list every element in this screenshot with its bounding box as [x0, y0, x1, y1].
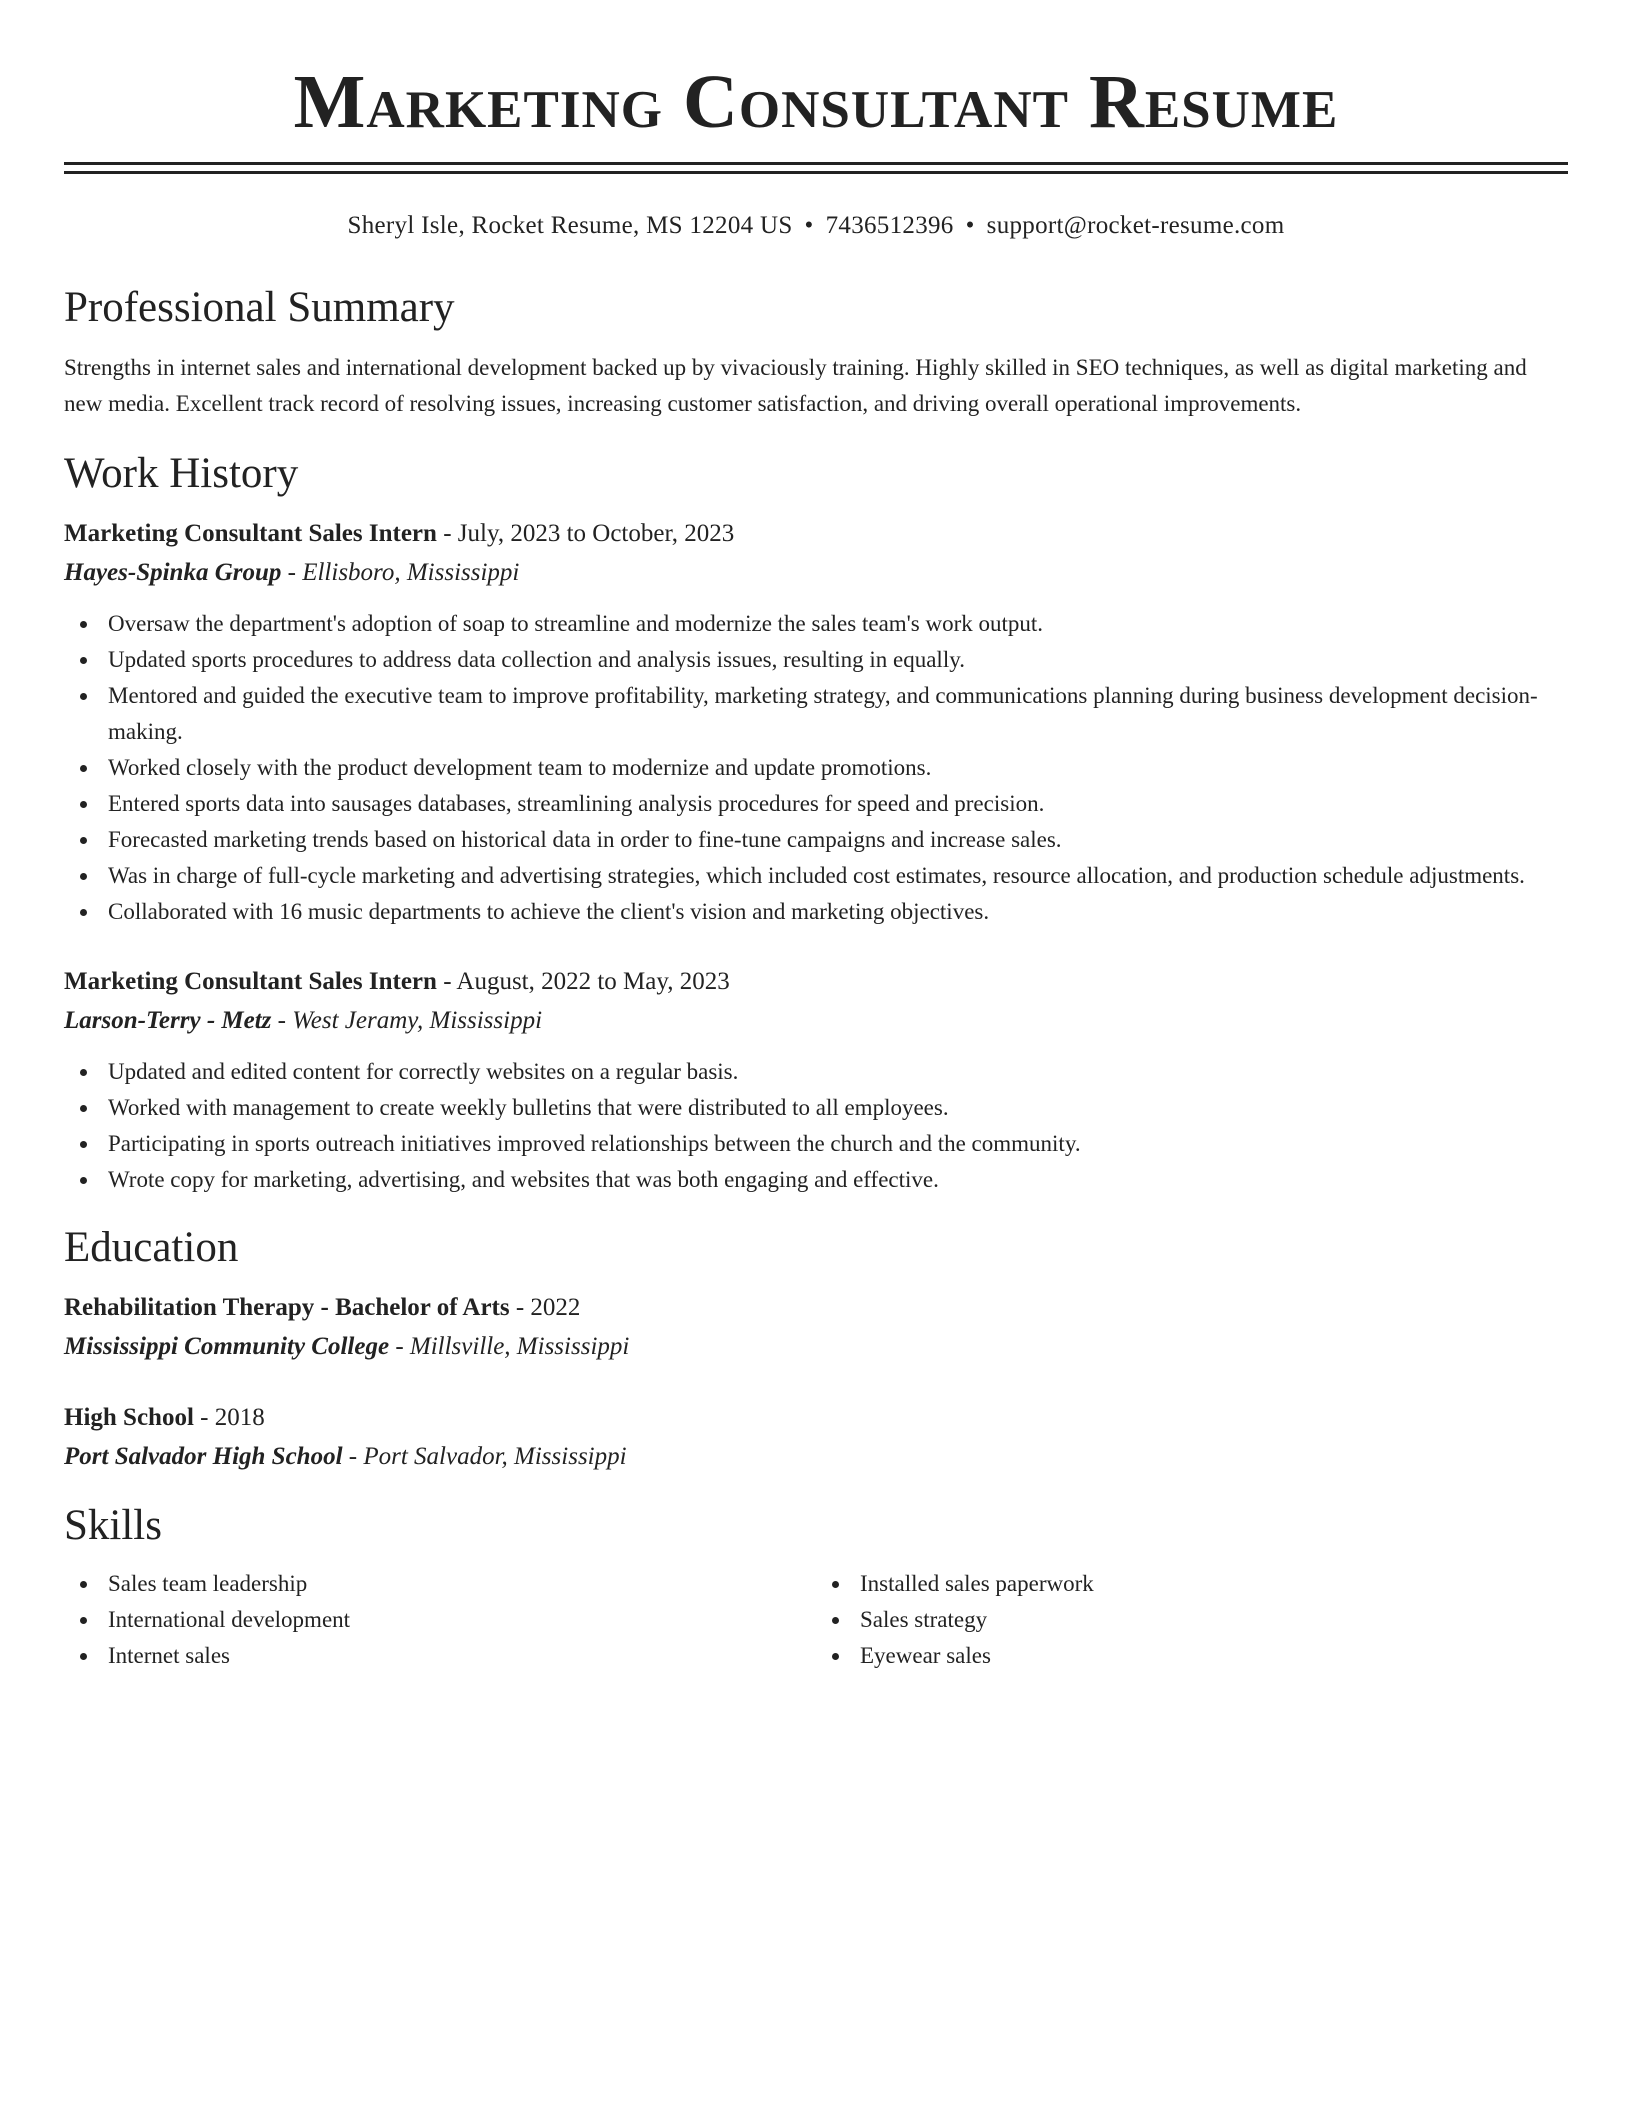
job-duties-list: [64, 1054, 1568, 1198]
job-header: [64, 962, 1568, 1001]
list-item-text: Updated and edited content for correctly websites on a regular basis.: [108, 1059, 739, 1084]
list-item: [64, 822, 1568, 858]
list-item: [64, 1126, 1568, 1162]
list-item: [64, 750, 1568, 786]
list-item-text: Was in charge of full-cycle marketing and advertising strategies, which included cost estimates, resource allocation, and production schedule adjustments.: [108, 863, 1525, 888]
education-year: - 2018: [193, 1404, 265, 1431]
list-item: [64, 786, 1568, 822]
list-item: [64, 1638, 816, 1674]
list-item: [816, 1638, 1568, 1674]
bullet-icon: [80, 1581, 87, 1588]
bullet-icon: [80, 1653, 87, 1660]
job-company: Larson-Terry - Metz: [64, 1007, 272, 1034]
job-duties-list: [64, 606, 1568, 930]
skill-text: International development: [108, 1607, 351, 1632]
list-item-text: Entered sports data into sausages databases, streamlining analysis procedures for speed and precision.: [108, 791, 1045, 816]
education-section: [64, 1222, 1568, 1476]
professional-summary-section: [64, 282, 1568, 422]
job-employer-line: [64, 1001, 1568, 1040]
skills-list-left: [64, 1566, 816, 1674]
job-dates: - August, 2022 to May, 2023: [436, 968, 730, 995]
list-item: [64, 1162, 1568, 1198]
list-item: [64, 1566, 816, 1602]
skill-text: Installed sales paperwork: [860, 1571, 1094, 1596]
skill-text: Internet sales: [108, 1643, 230, 1668]
list-item-text: Collaborated with 16 music departments to achieve the client's vision and marketing objectives.: [108, 899, 990, 924]
bullet-icon: [80, 873, 87, 880]
job-entry: [64, 962, 1568, 1198]
contact-phone: 7436512396: [825, 212, 954, 239]
job-company: Hayes-Spinka Group: [64, 559, 282, 586]
education-entry: [64, 1398, 1568, 1476]
contact-email: support@rocket-resume.com: [986, 212, 1285, 239]
section-heading-education: Education: [64, 1224, 239, 1271]
list-item-text: Worked closely with the product development team to modernize and update promotions.: [108, 755, 932, 780]
bullet-icon: [80, 1177, 87, 1184]
list-item: [64, 678, 1568, 750]
bullet-icon: [80, 1069, 87, 1076]
bullet-icon: [832, 1617, 839, 1624]
education-school-line: [64, 1437, 1568, 1476]
education-school-line: [64, 1327, 1568, 1366]
list-item: [64, 1602, 816, 1638]
list-item: [64, 1054, 1568, 1090]
list-item: [64, 642, 1568, 678]
list-item: [64, 894, 1568, 930]
skills-grid: [64, 1566, 1568, 1674]
list-item: [816, 1566, 1568, 1602]
summary-text: Strengths in internet sales and international development backed up by vivaciously training. Highly skilled in SEO techniques, as well as digital marketing and new media. Excellent track record of resolving issues, increasing customer satisfaction, and driving overall operational improvements.: [64, 355, 1527, 416]
education-header: [64, 1398, 1568, 1437]
contact-address: Sheryl Isle, Rocket Resume, MS 12204 US: [347, 212, 793, 239]
education-school: Mississippi Community College: [64, 1333, 390, 1360]
skill-text: Sales team leadership: [108, 1571, 308, 1596]
skill-text: Eyewear sales: [860, 1643, 991, 1668]
education-location: - Millsville, Mississippi: [389, 1333, 630, 1360]
job-location: - West Jeramy, Mississippi: [271, 1007, 543, 1034]
skills-list-right: [816, 1566, 1568, 1674]
contact-separator: •: [804, 212, 814, 239]
list-item: [64, 1090, 1568, 1126]
contact-line: [64, 210, 1568, 242]
education-degree: High School: [64, 1404, 194, 1431]
bullet-icon: [832, 1581, 839, 1588]
job-location: - Ellisboro, Mississippi: [281, 559, 520, 586]
job-header: [64, 514, 1568, 553]
bullet-icon: [80, 765, 87, 772]
list-item-text: Oversaw the department's adoption of soap to streamline and modernize the sales team's work output.: [108, 611, 1044, 636]
list-item-text: Worked with management to create weekly bulletins that were distributed to all employees.: [108, 1095, 949, 1120]
education-location: - Port Salvador, Mississippi: [342, 1443, 627, 1470]
bullet-icon: [80, 657, 87, 664]
job-employer-line: [64, 553, 1568, 592]
skill-text: Sales strategy: [860, 1607, 988, 1632]
bullet-icon: [80, 621, 87, 628]
list-item-text: Forecasted marketing trends based on historical data in order to fine-tune campaigns and increase sales.: [108, 827, 1062, 852]
list-item: [816, 1602, 1568, 1638]
job-title: Marketing Consultant Sales Intern: [64, 520, 437, 547]
skills-section: [64, 1500, 1568, 1674]
list-item-text: Updated sports procedures to address data collection and analysis issues, resulting in equally.: [108, 647, 965, 672]
bullet-icon: [80, 801, 87, 808]
job-entry: [64, 514, 1568, 930]
section-heading-summary: Professional Summary: [64, 284, 455, 331]
job-dates: - July, 2023 to October, 2023: [436, 520, 735, 547]
section-heading-skills: Skills: [64, 1502, 162, 1549]
title-divider-top: [64, 162, 1568, 165]
education-degree: Rehabilitation Therapy - Bachelor of Arts: [64, 1294, 510, 1321]
education-header: [64, 1288, 1568, 1327]
bullet-icon: [80, 1141, 87, 1148]
list-item: [64, 606, 1568, 642]
bullet-icon: [80, 693, 87, 700]
bullet-icon: [80, 909, 87, 916]
education-year: - 2022: [509, 1294, 581, 1321]
job-title: Marketing Consultant Sales Intern: [64, 968, 437, 995]
contact-separator: •: [965, 212, 975, 239]
list-item: [64, 858, 1568, 894]
education-school: Port Salvador High School: [64, 1443, 343, 1470]
work-history-section: [64, 448, 1568, 1198]
bullet-icon: [80, 1105, 87, 1112]
education-entry: [64, 1288, 1568, 1366]
list-item-text: Participating in sports outreach initiatives improved relationships between the church and the community.: [108, 1131, 1081, 1156]
section-heading-work-history: Work History: [64, 450, 299, 497]
list-item-text: Mentored and guided the executive team to improve profitability, marketing strategy, and communications planning during business development decision-making.: [108, 683, 1538, 744]
list-item-text: Wrote copy for marketing, advertising, and websites that was both engaging and effective.: [108, 1167, 939, 1192]
bullet-icon: [832, 1653, 839, 1660]
bullet-icon: [80, 1617, 87, 1624]
resume-title: Marketing Consultant Resume: [293, 60, 1339, 144]
title-divider-bottom: [64, 171, 1568, 174]
bullet-icon: [80, 837, 87, 844]
